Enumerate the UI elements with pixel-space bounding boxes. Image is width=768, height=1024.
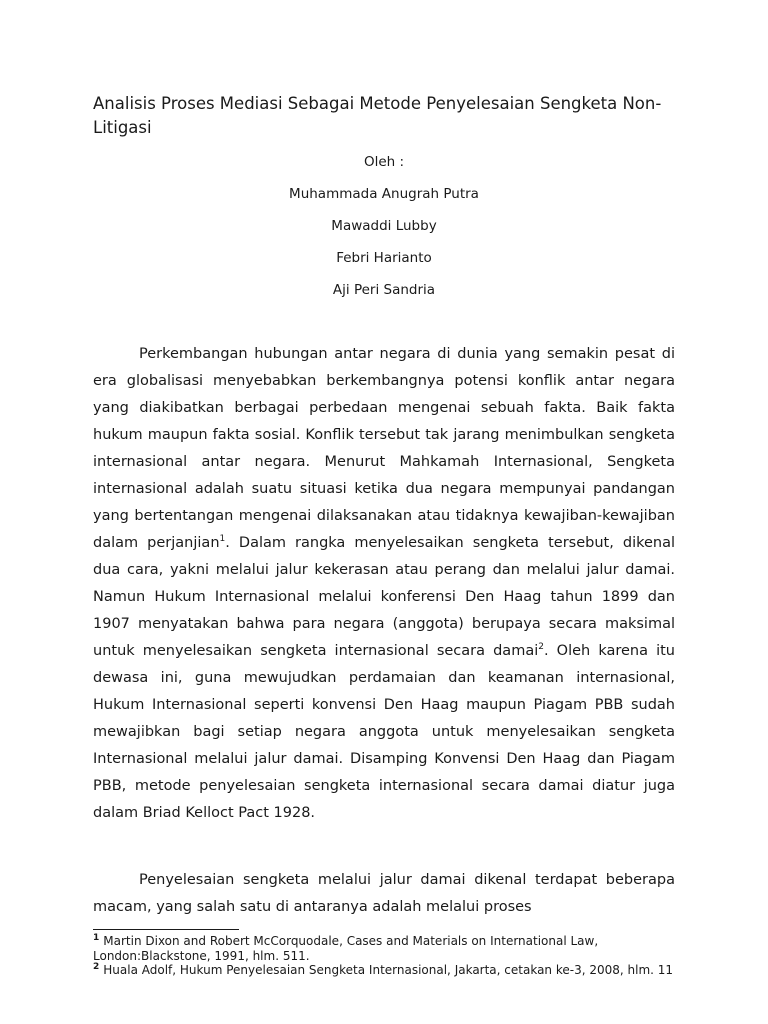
footnote-mark: 1 bbox=[93, 933, 100, 943]
footnote bbox=[93, 934, 675, 964]
footnote-text: Huala Adolf, Hukum Penyelesaian Sengketa Internasional, Jakarta, cetakan ke-3, 2008, hlm. 11 bbox=[103, 963, 674, 977]
footnote bbox=[93, 963, 675, 978]
author-name: Aji Peri Sandria bbox=[332, 282, 436, 298]
byline: Oleh : bbox=[363, 154, 405, 170]
paragraph-text: . Dalam rangka menyelesaikan sengketa tersebut, dikenal dua cara, yakni melalui jalur kekerasan atau perang dan melalui jalur damai. Namun Hukum Internasional melalui konferensi Den Haag tahun 1899 dan 1907 menyatakan bahwa para negara (anggota) berupaya secara maksimal untuk menyelesaikan sengketa internasional secara damai bbox=[93, 535, 676, 659]
paragraph-text: . Oleh karena itu dewasa ini, guna mewujudkan perdamaian dan keamanan internasional, Hukum Internasional seperti konvensi Den Haag maupun Piagam PBB sudah mewajibkan bagi setiap negara anggota untuk menyelesaikan sengketa Internasional melalui jalur damai. Disamping Konvensi Den Haag dan Piagam PBB, metode penyelesaian sengketa internasional secara damai diatur juga dalam Briad Kelloct Pact 1928. bbox=[93, 643, 675, 821]
paragraph-text: Perkembangan hubungan antar negara di dunia yang semakin pesat di era globalisasi menyebabkan berkembangnya potensi konflik antar negara yang diakibatkan berbagai perbedaan mengenai sebuah fakta. Baik fakta hukum maupun fakta sosial. Konflik tersebut tak jarang menimbulkan sengketa internasional antar negara. Menurut Mahkamah Internasional, Sengketa internasional adalah suatu situasi ketika dua negara mempunyai pandangan yang bertentangan mengenai dilaksanakan atau tidaknya kewajiban-kewajiban dalam perjanjian bbox=[93, 346, 675, 551]
body-paragraph-1 bbox=[93, 341, 675, 827]
footnote-ref: 2 bbox=[538, 642, 544, 653]
footnote-mark: 2 bbox=[93, 962, 100, 972]
footnote-divider bbox=[93, 929, 239, 930]
body-paragraph-2: Penyelesaian sengketa melalui jalur damai dikenal terdapat beberapa macam, yang salah satu di antaranya adalah melalui proses bbox=[93, 872, 675, 915]
footnote-ref: 1 bbox=[219, 534, 226, 545]
author-name: Febri Harianto bbox=[336, 250, 432, 266]
footnote-text: Martin Dixon and Robert McCorquodale, Cases and Materials on International Law, London:Blackstone, 1991, hlm. 511. bbox=[93, 934, 599, 963]
author-name: Muhammada Anugrah Putra bbox=[289, 186, 479, 202]
paper-title: Analisis Proses Mediasi Sebagai Metode Penyelesaian Sengketa Non-Litigasi bbox=[93, 94, 662, 137]
author-name: Mawaddi Lubby bbox=[331, 218, 437, 234]
